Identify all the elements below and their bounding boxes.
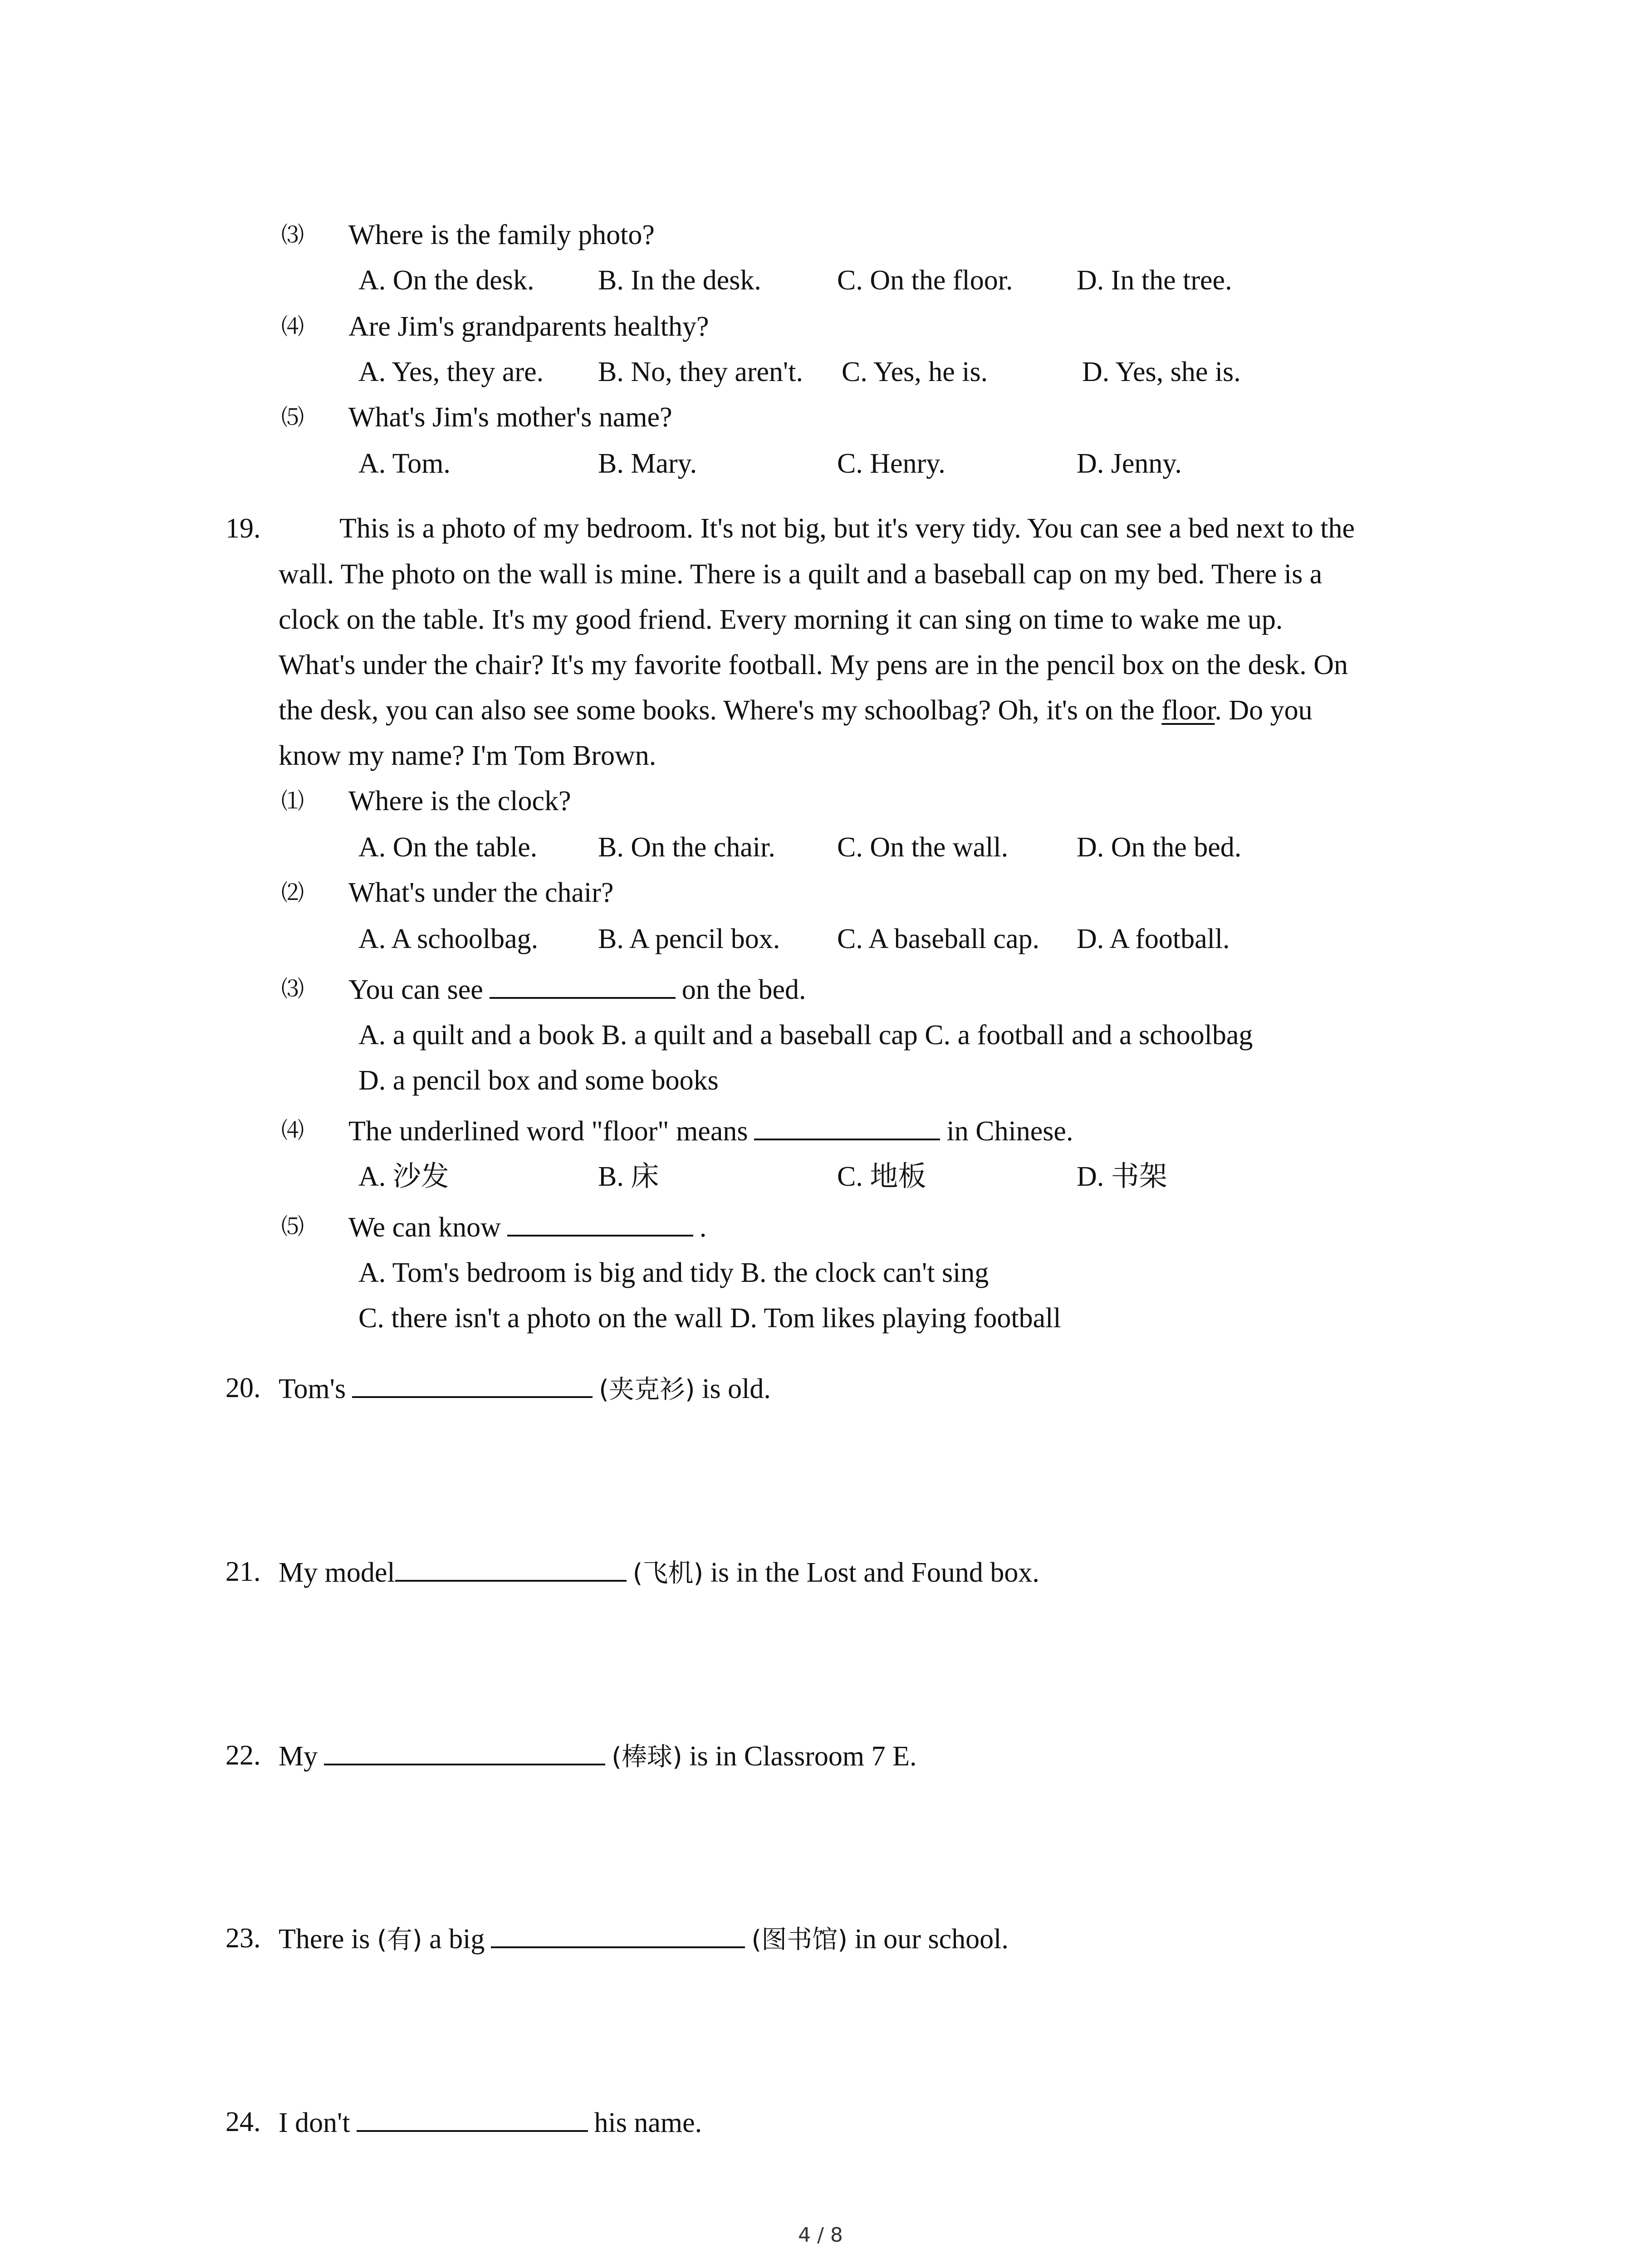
option-a-text: A. 沙发 xyxy=(358,1161,449,1192)
option-c-text: C. 地板 xyxy=(837,1161,926,1192)
q19-sub4-question-end: in Chinese. xyxy=(946,1116,1073,1147)
q18-sub3-question: Where is the family photo? xyxy=(348,220,655,250)
q19-sub1-option-a: A. On the table. xyxy=(358,832,538,863)
q21-chinese-hint: (飞机) xyxy=(632,1559,704,1588)
q18-sub5-option-b: B. Mary. xyxy=(598,448,697,479)
q19-sub2-question: What's under the chair? xyxy=(348,877,614,908)
q19-sub2-option-b: B. A pencil box. xyxy=(598,924,780,954)
q20-number: 20. xyxy=(225,1373,261,1403)
q23-chinese-hint: (图书馆) xyxy=(751,1925,848,1955)
q24-number: 24. xyxy=(225,2107,261,2137)
answer-blank[interactable] xyxy=(357,2104,588,2132)
q20-text-end: is old. xyxy=(702,1374,771,1404)
q18-sub5-option-a: A. Tom. xyxy=(358,448,451,479)
q21-sentence xyxy=(279,1554,1039,1592)
q20-sentence xyxy=(279,1370,771,1408)
q18-sub4-question: Are Jim's grandparents healthy? xyxy=(348,311,709,342)
answer-blank[interactable] xyxy=(324,1737,605,1765)
q22-sentence xyxy=(279,1737,917,1775)
q18-sub5-option-c: C. Henry. xyxy=(837,448,945,479)
q18-sub4-number: ⑷ xyxy=(281,313,304,340)
q19-sub4-option-d xyxy=(1077,1158,1167,1195)
q19-sub3-question-start: You can see xyxy=(348,974,483,1005)
q18-sub4-option-a: A. Yes, they are. xyxy=(358,357,544,387)
q24-sentence xyxy=(279,2104,702,2141)
q21-text-end: is in the Lost and Found box. xyxy=(710,1557,1039,1588)
q19-sub3-question-end: on the bed. xyxy=(681,974,806,1005)
q19-sub2-option-d: D. A football. xyxy=(1077,924,1230,954)
q19-passage-line-2: wall. The photo on the wall is mine. There is a quilt and a baseball cap on my bed. There is a xyxy=(279,559,1323,590)
q19-sub3-options-line-1: A. a quilt and a book B. a quilt and a baseball cap C. a football and a schoolbag xyxy=(358,1020,1253,1051)
answer-blank[interactable] xyxy=(507,1208,693,1237)
q21-number: 21. xyxy=(225,1556,261,1587)
q19-sub1-number: ⑴ xyxy=(281,788,304,814)
q19-sub4-question-start: The underlined word "floor" means xyxy=(348,1116,748,1147)
q19-sub2-option-c: C. A baseball cap. xyxy=(837,924,1039,954)
q18-sub4-option-d: D. Yes, she is. xyxy=(1082,357,1241,387)
q19-sub5-question-start: We can know xyxy=(348,1212,501,1243)
q19-passage-line-3: clock on the table. It's my good friend. Every morning it can sing on time to wake me up. xyxy=(279,604,1283,635)
q19-sub3-options-line-2: D. a pencil box and some books xyxy=(358,1065,719,1096)
q23-number: 23. xyxy=(225,1923,261,1954)
q19-sub4-question xyxy=(348,1112,1073,1149)
q22-text-end: is in Classroom 7 E. xyxy=(689,1741,917,1772)
q19-sub3-number: ⑶ xyxy=(281,976,304,1002)
q19-sub5-question-end: . xyxy=(699,1212,707,1243)
q24-text-start: I don't xyxy=(279,2107,350,2138)
q19-sub1-option-d: D. On the bed. xyxy=(1077,832,1242,863)
q18-sub3-number: ⑶ xyxy=(281,222,304,248)
q19-passage-line-5 xyxy=(279,692,1313,728)
q19-sub4-option-a xyxy=(358,1158,449,1195)
q19-sub1-question: Where is the clock? xyxy=(348,786,571,816)
q19-sub4-option-c xyxy=(837,1158,926,1195)
q23-chinese-have: (有) xyxy=(377,1925,422,1955)
q23-text-mid: a big xyxy=(429,1924,485,1955)
q18-sub3-option-c: C. On the floor. xyxy=(837,265,1013,296)
q22-chinese-hint: (棒球) xyxy=(612,1742,682,1772)
q18-sub4-option-c: C. Yes, he is. xyxy=(842,357,988,387)
q18-sub3-option-b: B. In the desk. xyxy=(598,265,761,296)
q19-sub5-number: ⑸ xyxy=(281,1213,304,1240)
q18-sub3-option-a: A. On the desk. xyxy=(358,265,534,296)
q19-passage-line-6: know my name? I'm Tom Brown. xyxy=(279,740,656,771)
q22-number: 22. xyxy=(225,1740,261,1771)
q19-sub2-option-a: A. A schoolbag. xyxy=(358,924,539,954)
q19-passage-line-4: What's under the chair? It's my favorite football. My pens are in the pencil box on the desk. On xyxy=(279,650,1348,680)
answer-blank[interactable] xyxy=(491,1920,745,1948)
answer-blank[interactable] xyxy=(395,1554,627,1582)
q24-text-end: his name. xyxy=(594,2107,702,2138)
q19-sub5-options-line-2: C. there isn't a photo on the wall D. Tom likes playing football xyxy=(358,1303,1061,1334)
q19-number: 19. xyxy=(225,513,261,544)
underlined-word-floor: floor xyxy=(1161,695,1215,726)
option-d-text: D. 书架 xyxy=(1077,1161,1167,1192)
q19-passage-line-5-end: . Do you xyxy=(1215,695,1313,726)
q23-text-end: in our school. xyxy=(854,1924,1009,1955)
q19-sub4-number: ⑷ xyxy=(281,1117,304,1144)
q19-sub5-options-line-1: A. Tom's bedroom is big and tidy B. the clock can't sing xyxy=(358,1257,989,1288)
q19-passage-line-1: This is a photo of my bedroom. It's not big, but it's very tidy. You can see a bed next to the xyxy=(339,513,1355,544)
q19-sub3-question xyxy=(348,971,806,1008)
q22-text-start: My xyxy=(279,1741,318,1772)
q19-sub5-question xyxy=(348,1208,706,1246)
q19-sub2-number: ⑵ xyxy=(281,880,304,906)
q18-sub4-option-b: B. No, they aren't. xyxy=(598,357,803,387)
answer-blank[interactable] xyxy=(352,1370,593,1398)
q20-chinese-hint: (夹克衫) xyxy=(599,1375,695,1404)
q18-sub5-option-d: D. Jenny. xyxy=(1077,448,1182,479)
option-b-text: B. 床 xyxy=(598,1161,659,1192)
q20-text-start: Tom's xyxy=(279,1374,346,1404)
answer-blank[interactable] xyxy=(754,1112,940,1140)
q18-sub5-number: ⑸ xyxy=(281,404,304,430)
answer-blank[interactable] xyxy=(490,971,676,999)
q21-text-start: My model xyxy=(279,1557,395,1588)
q19-sub4-option-b xyxy=(598,1158,659,1195)
q18-sub3-option-d: D. In the tree. xyxy=(1077,265,1232,296)
page-number: 4 / 8 xyxy=(798,2224,843,2247)
q23-text-start: There is xyxy=(279,1924,370,1955)
q19-sub1-option-b: B. On the chair. xyxy=(598,832,775,863)
q23-sentence xyxy=(279,1920,1009,1958)
q19-passage-line-5-start: the desk, you can also see some books. Where's my schoolbag? Oh, it's on the xyxy=(279,695,1162,726)
q18-sub5-question: What's Jim's mother's name? xyxy=(348,402,672,433)
q19-sub1-option-c: C. On the wall. xyxy=(837,832,1009,863)
